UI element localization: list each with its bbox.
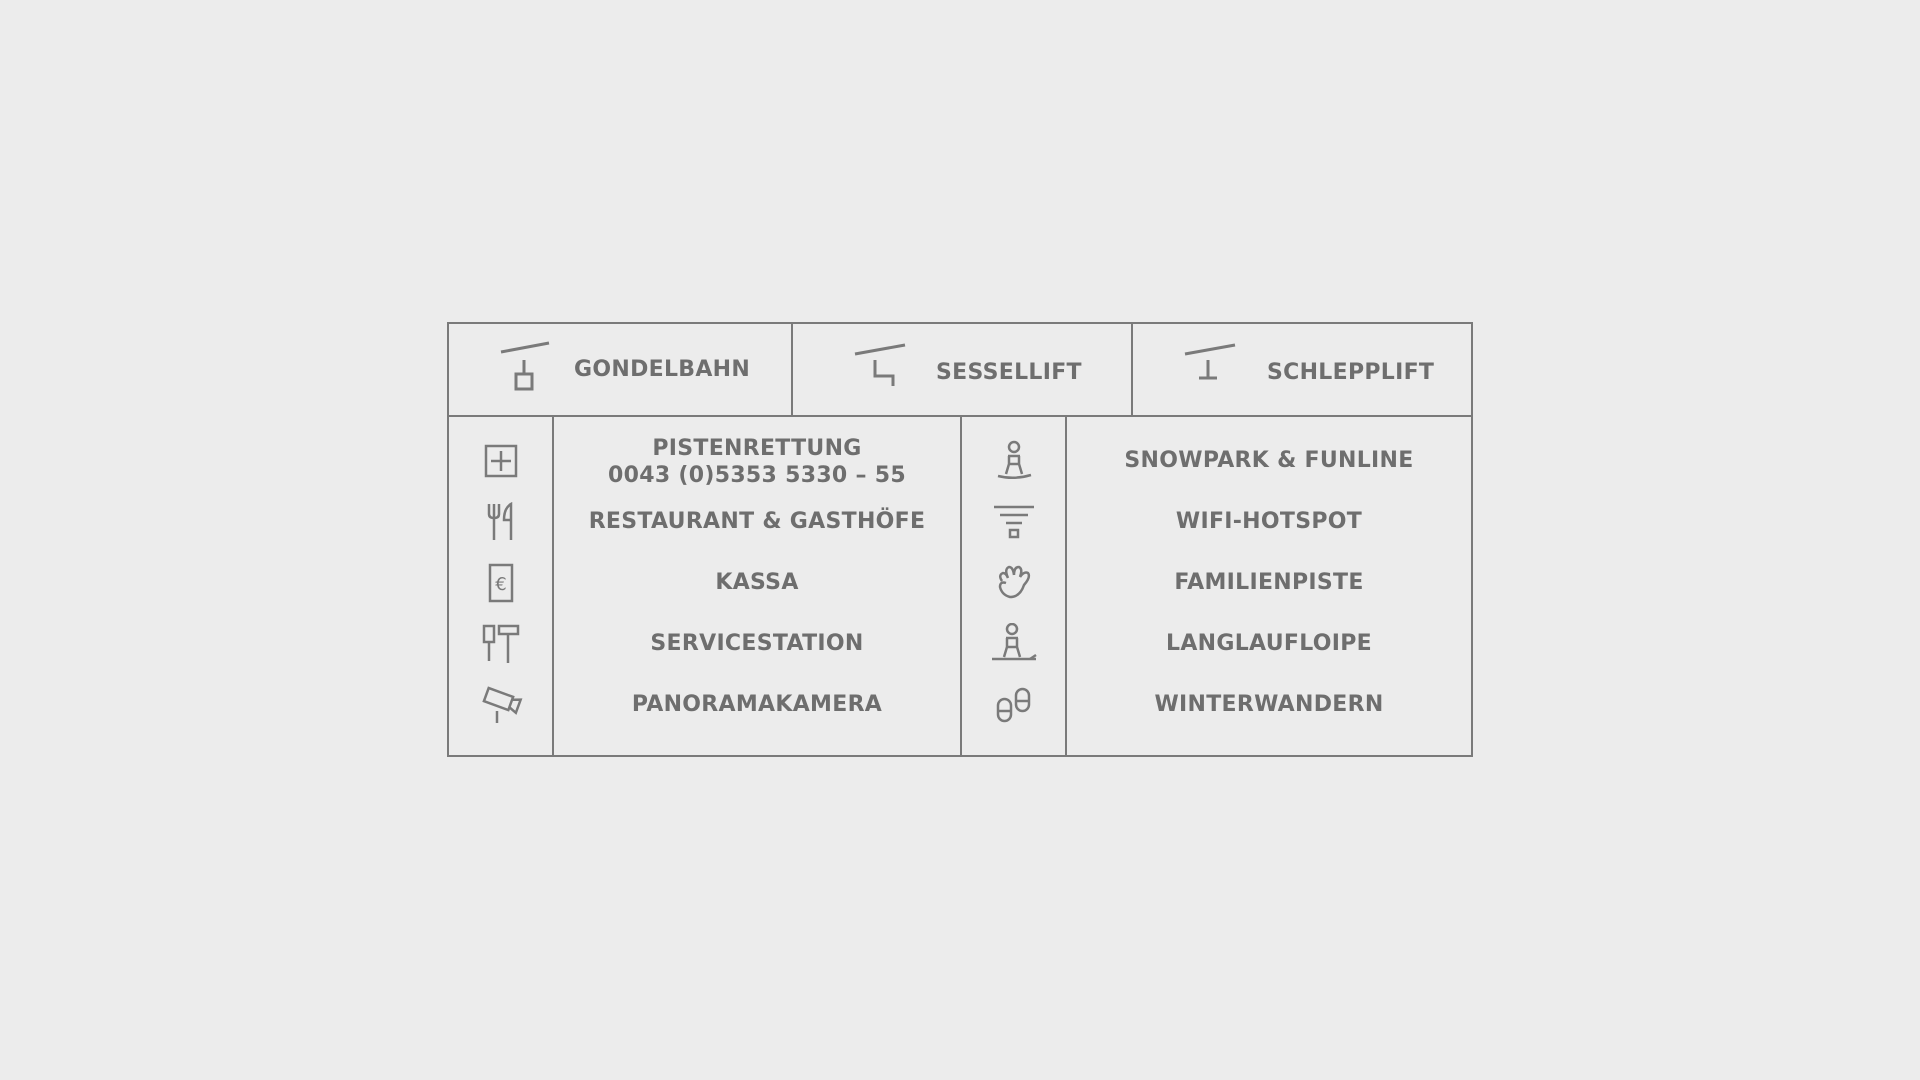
- wifi-icon: [992, 502, 1036, 542]
- emergency-phone: 0043 (0)5353 5330 – 55: [608, 463, 906, 488]
- feature-icon-cell: [962, 675, 1065, 735]
- svg-text:€: €: [494, 574, 507, 595]
- lift-sessellift: [793, 324, 1133, 415]
- family-hand-icon: [994, 563, 1034, 603]
- feature-label: LANGLAUFLOIPE: [1166, 631, 1372, 656]
- lift-label: SCHLEPPLIFT: [1267, 360, 1435, 385]
- feature-labels-column: [1067, 415, 1471, 755]
- feature-icon-cell: [962, 553, 1065, 613]
- fork-knife-icon: [484, 502, 518, 542]
- first-aid-icon: [484, 444, 518, 478]
- service-icon-cell: [449, 675, 552, 735]
- service-icon-cell: [449, 553, 552, 613]
- service-icon-cell: [449, 431, 552, 491]
- camera-icon: [479, 685, 523, 725]
- draglift-icon: [1181, 342, 1241, 398]
- service-icon-cell: [449, 614, 552, 674]
- legend-body: [449, 415, 1471, 755]
- snowboarder-icon: [994, 440, 1034, 482]
- cross-country-icon: [990, 623, 1038, 665]
- service-label: SERVICESTATION: [650, 631, 864, 656]
- footprints-icon: [994, 685, 1034, 725]
- feature-icon-cell: [962, 614, 1065, 674]
- service-label: PISTENRETTUNG: [652, 436, 862, 461]
- lift-types-row: [449, 324, 1471, 417]
- chairlift-icon: [853, 342, 913, 398]
- service-icon-cell: [449, 492, 552, 552]
- feature-label: WINTERWANDERN: [1154, 692, 1384, 717]
- service-labels-column: [554, 415, 962, 755]
- service-label: PANORAMAKAMERA: [631, 692, 883, 717]
- feature-icons-column: [962, 415, 1067, 755]
- service-label: KASSA: [715, 570, 799, 595]
- lift-schlepplift: [1133, 324, 1471, 415]
- feature-label: FAMILIENPISTE: [1174, 570, 1364, 595]
- lift-gondelbahn: [449, 324, 793, 415]
- euro-ticket-icon: [487, 563, 515, 603]
- gondola-icon: [497, 340, 557, 396]
- ski-service-icon: [481, 623, 521, 665]
- service-label: RESTAURANT & GASTHÖFE: [588, 509, 926, 534]
- service-icons-column: [449, 415, 554, 755]
- feature-label: SNOWPARK & FUNLINE: [1124, 448, 1414, 473]
- feature-label: WIFI-HOTSPOT: [1175, 509, 1363, 534]
- lift-label: SESSELLIFT: [936, 360, 1082, 385]
- feature-icon-cell: [962, 492, 1065, 552]
- service-pistenrettung: [554, 435, 960, 489]
- lift-label: GONDELBAHN: [574, 357, 751, 382]
- ski-legend-panel: [447, 322, 1473, 757]
- feature-icon-cell: [962, 431, 1065, 491]
